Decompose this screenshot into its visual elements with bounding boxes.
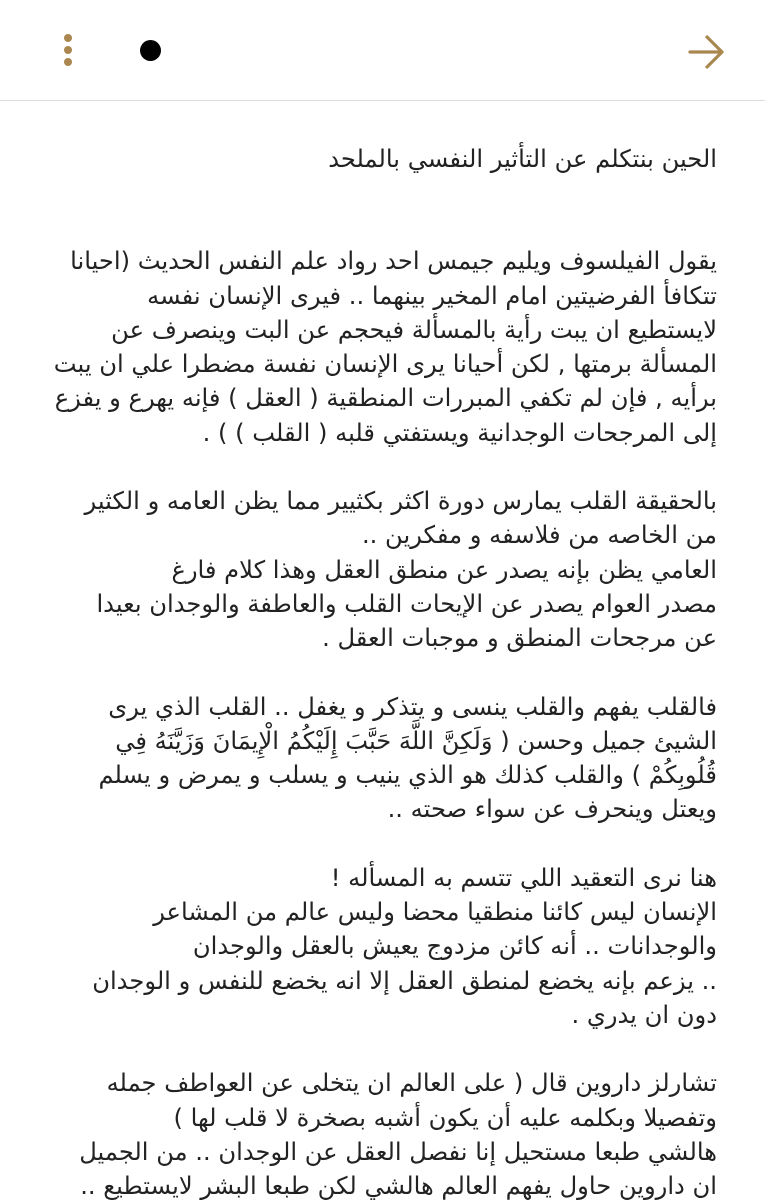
note-paragraph: بالحقيقة القلب يمارس دورة اكثر بكثيير مما يظن العامه و الكثير من الخاصه من فلاسفه و مفكرين .. العامي يظن بإنه يصدر عن منطق العقل وهذا كلام فارغ مصدر العوام يصدر عن الإيحات القلب والعاطفة والوجدان بعيدا عن مرجحات المنطق و موجبات العقل . bbox=[84, 487, 717, 653]
forward-button[interactable] bbox=[684, 30, 728, 74]
note-body[interactable] bbox=[0, 101, 765, 1200]
paragraph-spacer bbox=[48, 656, 717, 690]
top-toolbar bbox=[0, 0, 765, 101]
more-vertical-icon-dot bbox=[64, 58, 72, 66]
note-paragraph: فالقلب يفهم والقلب ينسى و يتذكر و يغفل .. القلب الذي يرى الشيئ جميل وحسن ( وَلَكِنَّ اللَّهَ حَبَّبَ إِلَيْكُمُ الْإِيمَانَ وَزَيَّنَهُ فِي قُلُوبِكُمْ ) والقلب كذلك هو الذي ينيب و يسلب و يمرض و يسلم ويعتل وينحرف عن سواء صحته .. bbox=[98, 692, 717, 824]
more-vertical-icon bbox=[64, 34, 72, 42]
paragraph-spacer bbox=[48, 176, 717, 244]
note-paragraph: يقول الفيلسوف ويليم جيمس احد رواد علم النفس الحديث (احيانا تتكافأ الفرضيتين امام المخير بينهما .. فيرى الإنسان نفسه لايستطيع ان يبت رأية بالمسألة فيحجم عن البت وينصرف عن المسألة برمتها , لكن أحيانا يرى الإنسان نفسة مضطرا علي ان يبت برأيه , فإن لم تكفي المبررات المنطقية ( العقل ) فإنه يهرع و يفزع إلى المرجحات الوجدانية ويستفتي قلبه ( القلب ) ) . bbox=[53, 247, 717, 447]
paragraph-spacer bbox=[48, 1032, 717, 1066]
paragraph-spacer bbox=[48, 450, 717, 484]
note-paragraph: الحين بنتكلم عن التأثير النفسي بالملحد bbox=[328, 145, 717, 173]
note-paragraph: هنا نرى التعقيد اللي تتسم به المسأله ! الإنسان ليس كائنا منطقيا محضا وليس عالم من المشاعر والوجدانات .. أنه كائن مزدوج يعيش بالعقل والوجدان .. يزعم بإنه يخضع لمنطق العقل إلا انه يخضع للنفس و الوجدان دون ان يدري . bbox=[92, 863, 717, 1029]
more-vertical-icon-dot bbox=[64, 46, 72, 54]
filled-circle-icon bbox=[140, 40, 161, 61]
paragraph-spacer bbox=[48, 827, 717, 861]
arrow-right-icon bbox=[684, 30, 728, 74]
note-paragraph: تشارلز داروين قال ( على العالم ان يتخلى عن العواطف جمله وتفصيلا وبكلمه عليه أن يكون أشبه بصخرة لا قلب لها ) هالشي طبعا مستحيل إنا نفصل العقل عن الوجدان .. من الجميل ان داروين حاول يفهم العالم هالشي لكن طبعا البشر لايستطيع .. bbox=[79, 1069, 717, 1200]
more-options-button[interactable] bbox=[52, 30, 84, 70]
